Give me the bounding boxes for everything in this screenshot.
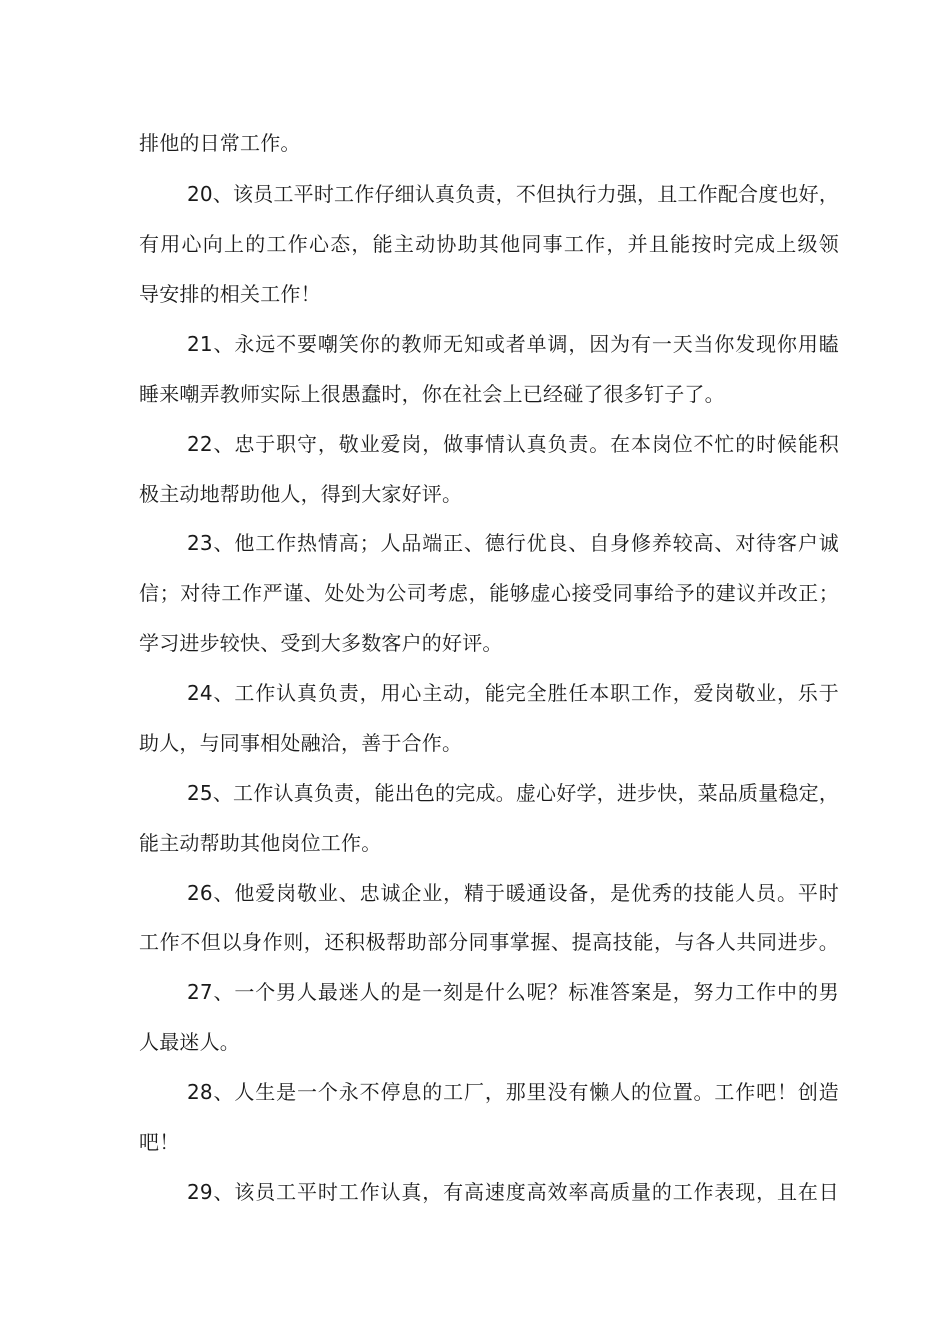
paragraph-24-line-2: 助人，与同事相处融洽，善于合作。 xyxy=(139,731,463,755)
paragraph-23-line-2: 信；对待工作严谨、处处为公司考虑，能够虚心接受同事给予的建议并改正； xyxy=(139,581,839,605)
paragraph-20-line-3: 导安排的相关工作！ xyxy=(139,282,321,306)
paragraph-20-line-2: 有用心向上的工作心态，能主动协助其他同事工作，并且能按时完成上级领 xyxy=(139,232,839,256)
paragraph-27-line-1: 27、一个男人最迷人的是一刻是什么呢？标准答案是，努力工作中的男 xyxy=(187,980,839,1004)
paragraph-29-line-1: 29、该员工平时工作认真，有高速度高效率高质量的工作表现，且在日 xyxy=(187,1180,839,1204)
paragraph-28-line-1: 28、人生是一个永不停息的工厂，那里没有懒人的位置。工作吧！创造 xyxy=(187,1080,839,1104)
paragraph-22-line-2: 极主动地帮助他人，得到大家好评。 xyxy=(139,482,463,506)
paragraph-21-line-2: 睡来嘲弄教师实际上很愚蠢时，你在社会上已经碰了很多钉子了。 xyxy=(139,382,725,406)
paragraph-27-line-2: 人最迷人。 xyxy=(139,1030,240,1054)
paragraph-21-line-1: 21、永远不要嘲笑你的教师无知或者单调，因为有一天当你发现你用瞌 xyxy=(187,332,839,356)
paragraph-24-line-1: 24、工作认真负责，用心主动，能完全胜任本职工作，爱岗敬业，乐于 xyxy=(187,681,839,705)
paragraph-23-line-3: 学习进步较快、受到大多数客户的好评。 xyxy=(139,631,503,655)
paragraph-26-line-1: 26、他爱岗敬业、忠诚企业，精于暖通设备，是优秀的技能人员。平时 xyxy=(187,881,839,905)
paragraph-23-line-1: 23、他工作热情高；人品端正、德行优良、自身修养较高、对待客户诚 xyxy=(187,531,839,555)
paragraph-26-line-2: 工作不但以身作则，还积极帮助部分同事掌握、提高技能，与各人共同进步。 xyxy=(139,930,839,954)
paragraph-28-line-2: 吧！ xyxy=(139,1130,180,1154)
paragraph-22-line-1: 22、忠于职守，敬业爱岗，做事情认真负责。在本岗位不忙的时候能积 xyxy=(187,432,839,456)
paragraph-25-line-1: 25、工作认真负责，能出色的完成。虚心好学，进步快，菜品质量稳定， xyxy=(187,781,840,805)
text-line: 排他的日常工作。 xyxy=(139,131,301,155)
paragraph-20-line-1: 20、该员工平时工作仔细认真负责，不但执行力强，且工作配合度也好， xyxy=(187,182,840,206)
paragraph-25-line-2: 能主动帮助其他岗位工作。 xyxy=(139,831,382,855)
